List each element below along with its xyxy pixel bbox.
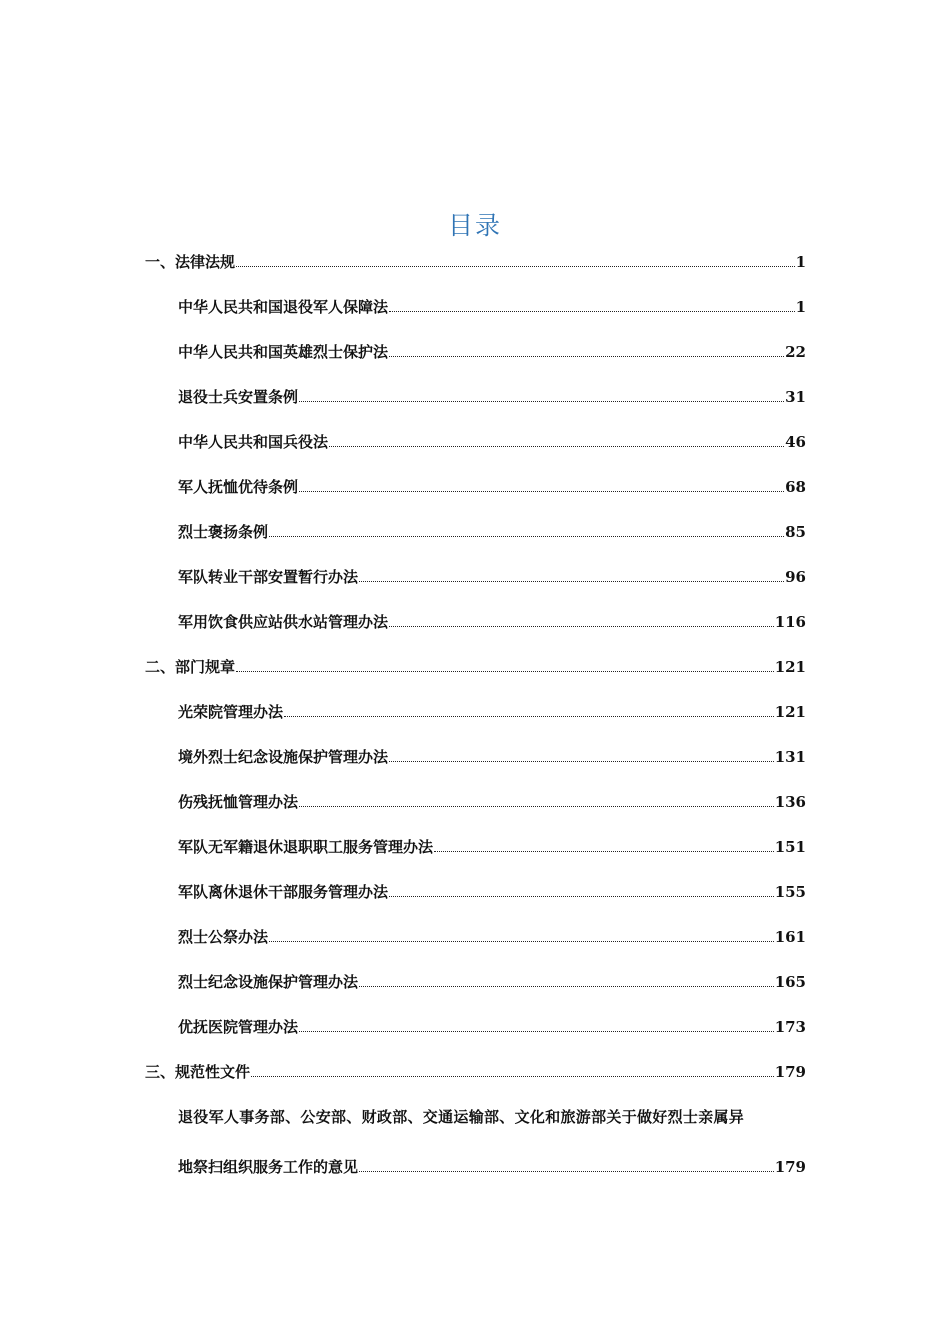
toc-page-number: 161 bbox=[774, 928, 806, 946]
toc-entry[interactable] bbox=[145, 477, 806, 522]
toc-entry-text: 军用饮食供应站供水站管理办法 bbox=[178, 613, 389, 631]
toc-page-number: 131 bbox=[774, 748, 806, 766]
toc-entry[interactable] bbox=[145, 522, 806, 567]
toc-entry[interactable] bbox=[145, 837, 806, 882]
toc-entry-text: 烈士褒扬条例 bbox=[178, 523, 269, 541]
dot-leader bbox=[236, 252, 795, 267]
toc-entry-text: 退役士兵安置条例 bbox=[178, 388, 299, 406]
toc-entry-text: 烈士纪念设施保护管理办法 bbox=[178, 973, 359, 991]
toc-entry[interactable] bbox=[145, 972, 806, 1017]
toc-page-number: 173 bbox=[774, 1018, 806, 1036]
toc-entry-text: 地祭扫组织服务工作的意见 bbox=[178, 1158, 359, 1176]
dot-leader bbox=[389, 297, 795, 312]
toc-entry-text: 军人抚恤优待条例 bbox=[178, 478, 299, 496]
dot-leader bbox=[299, 1017, 774, 1032]
toc-page-number: 179 bbox=[774, 1063, 806, 1081]
dot-leader bbox=[236, 657, 774, 672]
toc-entry-text: 一、法律法规 bbox=[145, 253, 236, 271]
toc-page-number: 22 bbox=[785, 343, 806, 361]
toc-entry[interactable] bbox=[145, 1157, 806, 1202]
toc-entry-text: 中华人民共和国退役军人保障法 bbox=[178, 298, 389, 316]
dot-leader bbox=[299, 477, 784, 492]
toc-title: 目录 bbox=[447, 211, 502, 240]
dot-leader bbox=[299, 387, 784, 402]
toc-entry[interactable] bbox=[145, 252, 806, 297]
toc-entry-text: 优抚医院管理办法 bbox=[178, 1018, 299, 1036]
toc-page-number: 1 bbox=[795, 298, 806, 316]
toc-entry[interactable] bbox=[145, 612, 806, 657]
dot-leader bbox=[359, 972, 774, 987]
toc-entry-text: 三、规范性文件 bbox=[145, 1063, 251, 1081]
table-of-contents bbox=[145, 252, 806, 1202]
toc-page-number: 155 bbox=[774, 883, 806, 901]
toc-entry[interactable] bbox=[145, 387, 806, 432]
toc-entry[interactable] bbox=[145, 1062, 806, 1107]
toc-page-number: 116 bbox=[774, 613, 806, 631]
toc-page-number: 121 bbox=[774, 658, 806, 676]
toc-entry-continued[interactable] bbox=[145, 1107, 806, 1157]
toc-entry-text: 军队离休退休干部服务管理办法 bbox=[178, 883, 389, 901]
toc-entry[interactable] bbox=[145, 297, 806, 342]
toc-entry-text: 中华人民共和国英雄烈士保护法 bbox=[178, 343, 389, 361]
dot-leader bbox=[269, 927, 774, 942]
dot-leader bbox=[299, 792, 774, 807]
dot-leader bbox=[359, 567, 784, 582]
dot-leader bbox=[389, 747, 774, 762]
toc-page-number: 96 bbox=[785, 568, 806, 586]
dot-leader bbox=[269, 522, 784, 537]
toc-entry-text: 军队无军籍退休退职职工服务管理办法 bbox=[178, 838, 434, 856]
toc-entry[interactable] bbox=[145, 567, 806, 612]
toc-page-number: 136 bbox=[774, 793, 806, 811]
toc-entry[interactable] bbox=[145, 792, 806, 837]
toc-page-number: 151 bbox=[774, 838, 806, 856]
toc-page-number: 1 bbox=[795, 253, 806, 271]
toc-page-number: 165 bbox=[774, 973, 806, 991]
toc-entry[interactable] bbox=[145, 927, 806, 972]
toc-entry-text: 烈士公祭办法 bbox=[178, 928, 269, 946]
toc-page-number: 179 bbox=[774, 1158, 806, 1176]
dot-leader bbox=[284, 702, 774, 717]
dot-leader bbox=[434, 837, 774, 852]
dot-leader bbox=[251, 1062, 774, 1077]
dot-leader bbox=[389, 882, 774, 897]
toc-entry-text: 光荣院管理办法 bbox=[178, 703, 284, 721]
dot-leader bbox=[389, 342, 784, 357]
toc-entry[interactable] bbox=[145, 1017, 806, 1062]
dot-leader bbox=[359, 1157, 774, 1172]
dot-leader bbox=[389, 612, 774, 627]
toc-entry-text: 退役军人事务部、公安部、财政部、交通运输部、文化和旅游部关于做好烈士亲属异 bbox=[178, 1108, 745, 1126]
dot-leader bbox=[329, 432, 784, 447]
toc-page-number: 85 bbox=[785, 523, 806, 541]
toc-page-number: 121 bbox=[774, 703, 806, 721]
toc-page-number: 68 bbox=[785, 478, 806, 496]
toc-page-number: 46 bbox=[785, 433, 806, 451]
toc-entry[interactable] bbox=[145, 342, 806, 387]
toc-entry-text: 境外烈士纪念设施保护管理办法 bbox=[178, 748, 389, 766]
toc-entry[interactable] bbox=[145, 657, 806, 702]
toc-entry[interactable] bbox=[145, 882, 806, 927]
toc-entry-text: 二、部门规章 bbox=[145, 658, 236, 676]
toc-entry-text: 军队转业干部安置暂行办法 bbox=[178, 568, 359, 586]
toc-entry[interactable] bbox=[145, 702, 806, 747]
toc-entry-text: 中华人民共和国兵役法 bbox=[178, 433, 329, 451]
toc-page-number: 31 bbox=[785, 388, 806, 406]
toc-entry[interactable] bbox=[145, 432, 806, 477]
toc-entry[interactable] bbox=[145, 747, 806, 792]
toc-entry-text: 伤残抚恤管理办法 bbox=[178, 793, 299, 811]
